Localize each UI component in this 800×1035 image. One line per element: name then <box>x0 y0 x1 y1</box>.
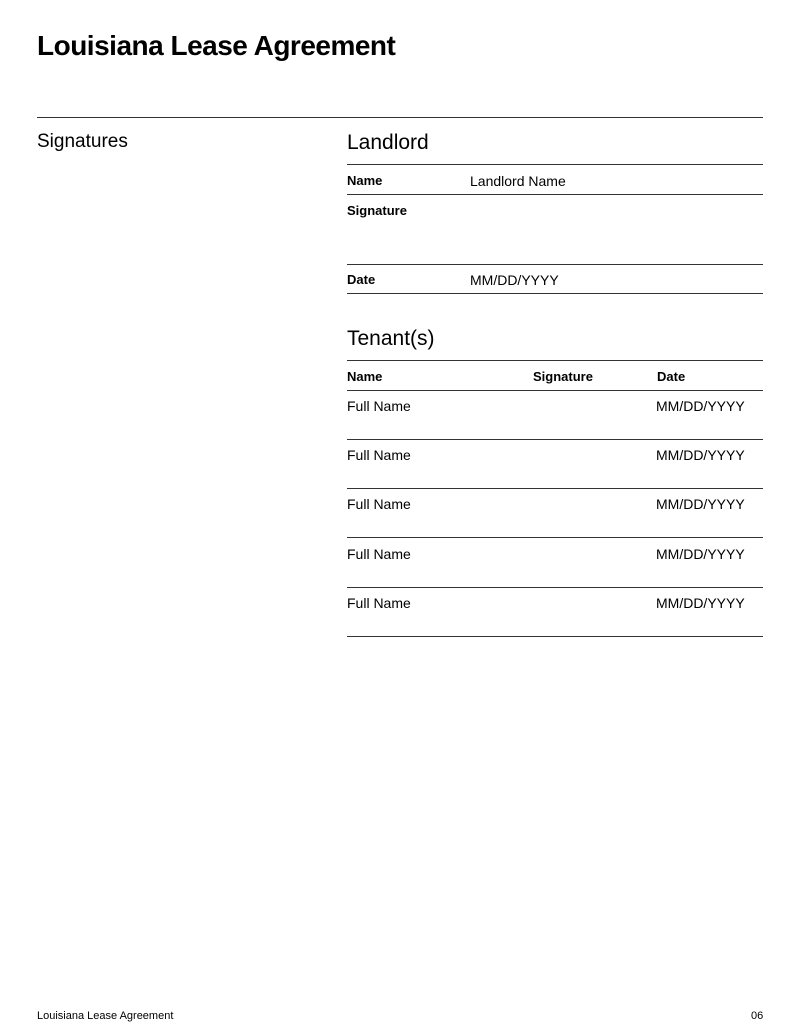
divider <box>347 587 763 588</box>
divider <box>347 390 763 391</box>
tenant-signature-field[interactable] <box>533 589 643 633</box>
landlord-signature-label: Signature <box>347 203 407 218</box>
tenants-heading: Tenant(s) <box>347 327 435 350</box>
landlord-name-field[interactable]: Landlord Name <box>470 173 566 189</box>
tenant-date-field[interactable]: MM/DD/YYYY <box>656 594 745 611</box>
tenant-signature-field[interactable] <box>533 540 643 584</box>
divider <box>347 488 763 489</box>
tenant-signature-field[interactable] <box>533 490 643 534</box>
landlord-name-label: Name <box>347 173 383 188</box>
divider <box>347 360 763 361</box>
tenant-date-field[interactable]: MM/DD/YYYY <box>656 398 745 414</box>
tenant-name-field[interactable]: Full Name <box>347 545 411 562</box>
divider <box>37 117 763 118</box>
divider <box>347 293 763 294</box>
page-title: Louisiana Lease Agreement <box>37 30 396 61</box>
landlord-signature-field[interactable] <box>470 196 763 262</box>
tenant-name-field[interactable]: Full Name <box>347 447 411 464</box>
col-date: Date <box>657 369 686 384</box>
tenant-name-field[interactable]: Full Name <box>347 594 411 611</box>
divider <box>347 439 763 440</box>
tenant-date-field[interactable]: MM/DD/YYYY <box>656 545 745 562</box>
col-name: Name <box>347 369 383 384</box>
landlord-heading: Landlord <box>347 131 429 154</box>
divider <box>347 164 763 165</box>
tenant-signature-field[interactable] <box>533 441 643 485</box>
divider <box>347 636 763 637</box>
landlord-date-label: Date <box>347 272 376 287</box>
landlord-date-field[interactable]: MM/DD/YYYY <box>470 272 559 288</box>
tenant-date-field[interactable]: MM/DD/YYYY <box>656 496 745 513</box>
tenant-name-field[interactable]: Full Name <box>347 496 411 513</box>
divider <box>347 264 763 265</box>
section-title: Signatures <box>37 131 128 152</box>
tenant-date-field[interactable]: MM/DD/YYYY <box>656 447 745 464</box>
page-number: 06 <box>751 1010 764 1022</box>
divider <box>347 194 763 195</box>
tenant-signature-field[interactable] <box>533 392 643 436</box>
tenant-name-field[interactable]: Full Name <box>347 398 411 414</box>
footer-title: Louisiana Lease Agreement <box>37 1010 174 1022</box>
col-signature: Signature <box>533 369 593 384</box>
divider <box>347 537 763 538</box>
